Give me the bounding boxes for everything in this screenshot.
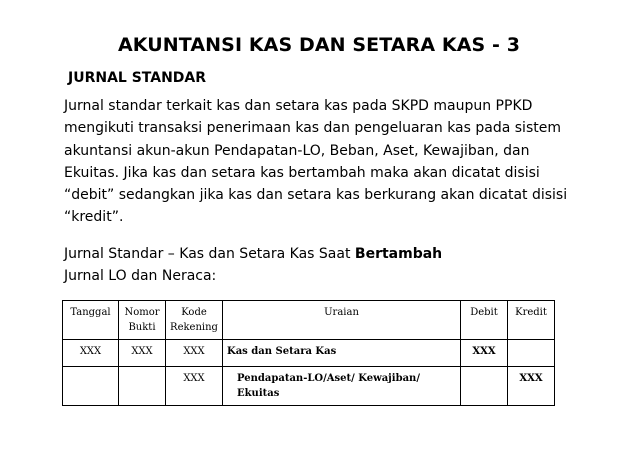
cell-debit (461, 367, 508, 406)
cell-kode-rekening: XXX (166, 367, 223, 406)
header-kode-rekening: Kode Rekening (166, 301, 223, 340)
cell-nomor-bukti (119, 367, 166, 406)
page-title: AKUNTANSI KAS DAN SETARA KAS - 3 (117, 34, 521, 56)
cell-uraian: Kas dan Setara Kas (223, 340, 461, 367)
table-row (63, 367, 555, 406)
cell-tanggal: XXX (63, 340, 119, 367)
body-paragraph (64, 95, 584, 229)
section-subheading: JURNAL STANDAR (68, 70, 207, 86)
header-nomor-bukti: Nomor Bukti (119, 301, 166, 340)
header-uraian: Uraian (223, 301, 461, 340)
journal-subtitle: Jurnal LO dan Neraca: (64, 268, 217, 285)
journal-table (62, 300, 555, 406)
cell-debit: XXX (461, 340, 508, 367)
table-row (63, 340, 555, 367)
journal-title-emphasis: Bertambah (354, 246, 443, 262)
cell-kredit: XXX (508, 367, 555, 406)
header-debit: Debit (461, 301, 508, 340)
journal-title-prefix: Jurnal Standar – Kas dan Setara Kas Saat (64, 246, 355, 262)
header-kredit: Kredit (508, 301, 555, 340)
paragraph-text: Jurnal standar terkait kas dan setara kas pada SKPD maupun PPKD mengikuti transaksi penerimaan kas dan pengeluaran kas pada sistem akuntansi akun-akun Pendapatan-LO, Beban, Aset, Kewajiban, dan Ekuitas. Jika kas dan setara kas bertambah maka akan dicatat disisi “debit” sedangkan jika kas dan setara kas berkurang akan dicatat disisi “kredit”. (64, 98, 568, 226)
cell-kredit (508, 340, 555, 367)
table-header-row (63, 301, 555, 340)
cell-kode-rekening: XXX (166, 340, 223, 367)
journal-title-line (64, 243, 442, 265)
cell-tanggal (63, 367, 119, 406)
cell-uraian: Pendapatan-LO/Aset/ Kewajiban/ Ekuitas (223, 367, 461, 406)
header-tanggal: Tanggal (63, 301, 119, 340)
cell-nomor-bukti: XXX (119, 340, 166, 367)
journal-intro (64, 243, 442, 288)
